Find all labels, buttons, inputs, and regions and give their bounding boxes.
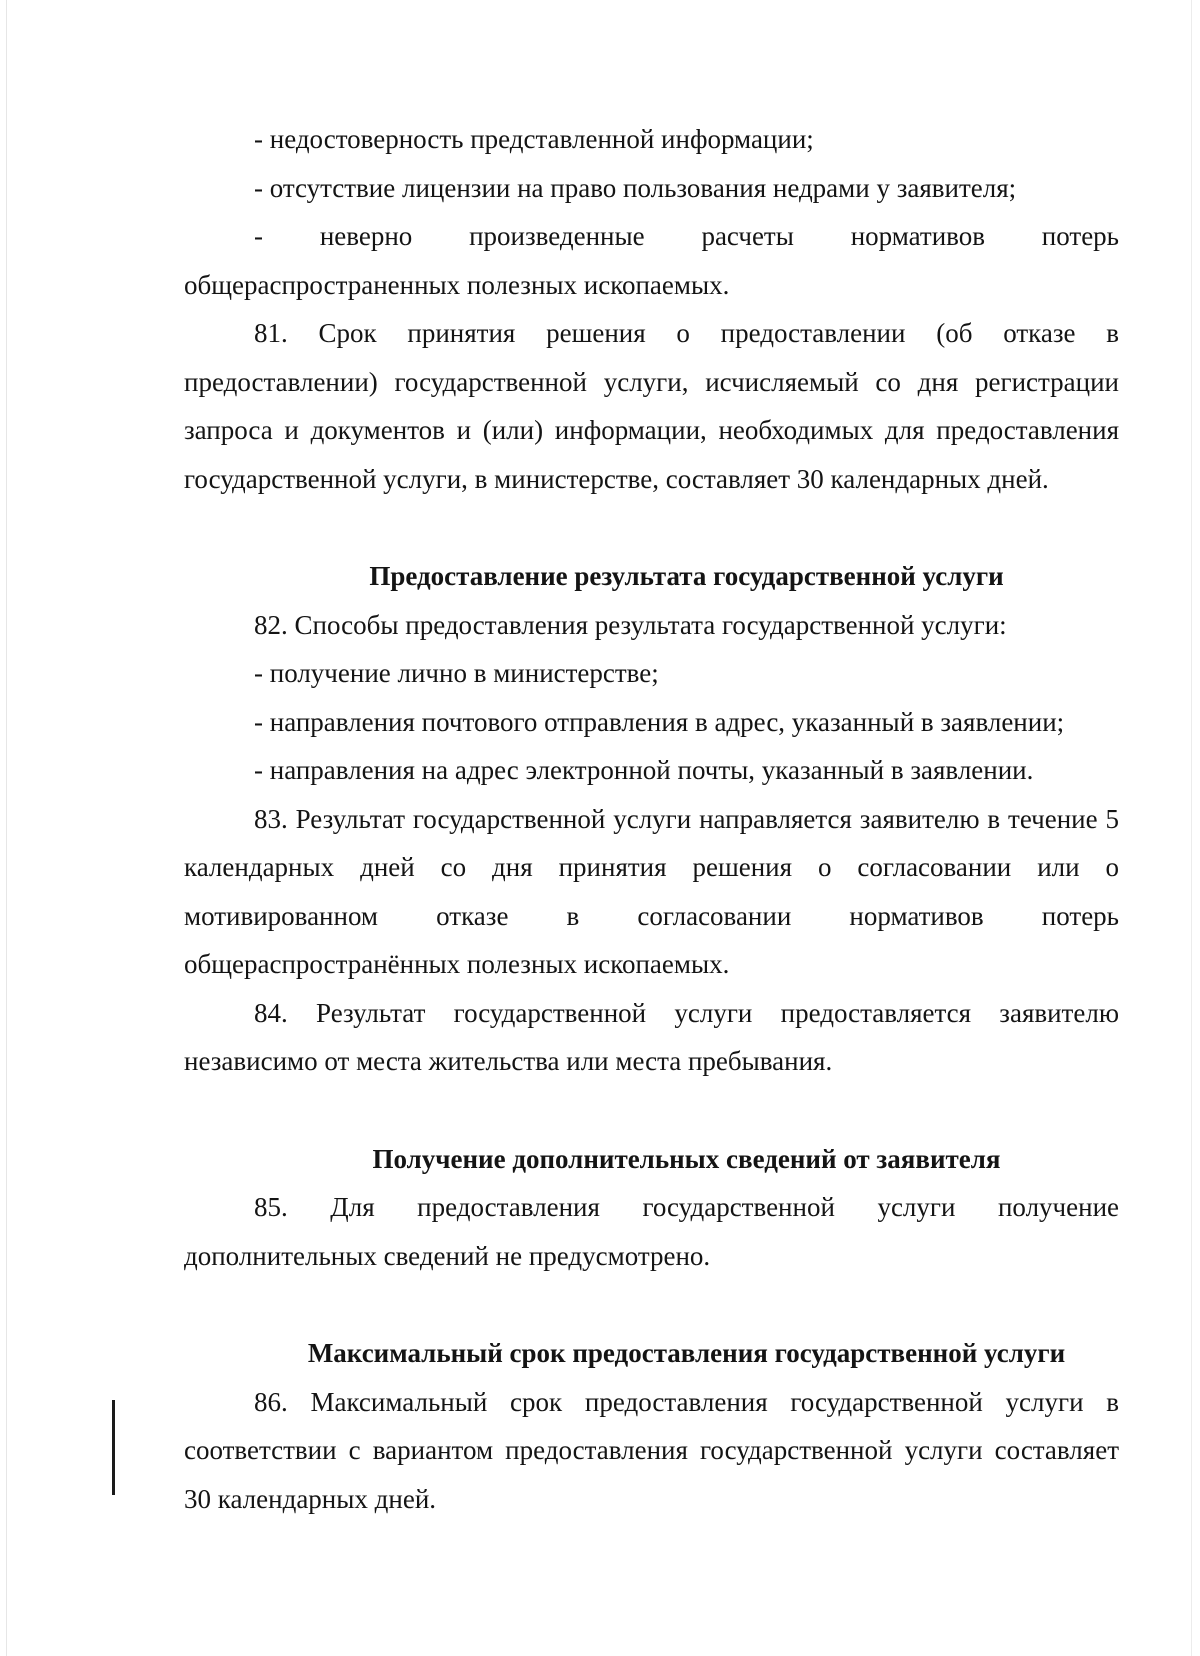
section-spacer — [184, 1086, 1119, 1135]
paragraph-82: 82. Способы предоставления результата государственной услуги: — [254, 609, 1007, 640]
section-spacer — [184, 1280, 1119, 1329]
section-heading-max-term: Максимальный срок предоставления государственной услуги — [307, 1338, 1066, 1368]
paragraph-86: 86. Максимальный срок предоставления государственной услуги в соответствии с вариантом предоставления государственной услуги составляет 30 календарных дней. — [184, 1386, 1119, 1514]
paragraph-83: 83. Результат государственной услуги направляется заявителю в течение 5 календарных дней со дня принятия решения о согласовании или о мотивированном отказе в согласовании нормативов потерь общераспространённых полезных ископаемых. — [184, 803, 1119, 979]
list-item-postal: - направления почтового отправления в адрес, указанный в заявлении; — [254, 706, 1065, 737]
list-item-unreliable-info: - недостоверность представленной информации; — [254, 124, 814, 154]
paragraph-81: 81. Срок принятия решения о предоставлении (об отказе в предоставлении) государственной услуги, исчисляемый со дня регистрации запроса и документов и (или) информации, необходимых для предоставления государственной услуги, в министерстве, составляет 30 календарных дней. — [184, 318, 1119, 494]
margin-change-bar — [112, 1400, 115, 1495]
scan-edge-right — [1191, 0, 1192, 1656]
list-item-no-license: - отсутствие лицензии на право пользования недрами у заявителя; — [254, 172, 1017, 203]
section-heading-additional-info: Получение дополнительных сведений от заявителя — [372, 1143, 1001, 1174]
list-item-in-person: - получение лично в министерстве; — [254, 658, 659, 688]
list-item-email: - направления на адрес электронной почты, указанный в заявлении. — [254, 755, 1034, 785]
section-heading-result: Предоставление результата государственной услуги — [369, 561, 1004, 591]
paragraph-84: 84. Результат государственной услуги предоставляется заявителю независимо от места жительства или места пребывания. — [184, 997, 1119, 1076]
paragraph-85: 85. Для предоставления государственной услуги получение дополнительных сведений не предусмотрено. — [184, 1192, 1119, 1271]
list-item-wrong-calculations: - неверно произведенные расчеты нормативов потерь общераспространенных полезных ископаемых. — [184, 221, 1119, 300]
scan-edge-left — [6, 0, 7, 1656]
document-body — [184, 115, 1119, 1523]
section-spacer — [184, 503, 1119, 552]
